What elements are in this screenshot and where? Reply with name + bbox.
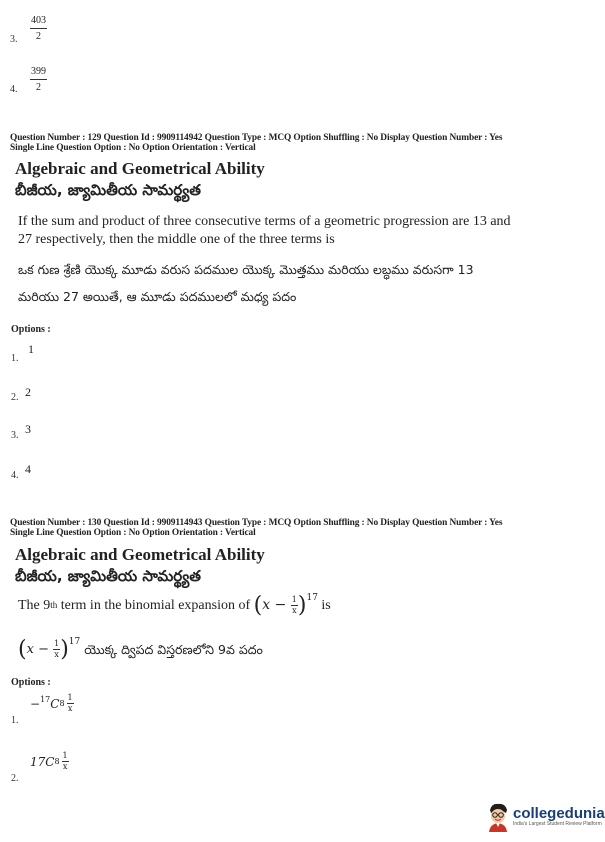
expr-variable: x [262,597,271,613]
fraction-numerator: 399 [30,67,47,80]
option-fraction [67,694,74,713]
mascot-icon [486,802,510,832]
q129-question-text-line-1: If the sum and product of three consecutive terms of a geometric progression are 13 and [18,214,511,229]
q130-options-label: Options : [11,677,51,688]
q129-option-4-number: 4. [11,470,19,481]
binomial-expression-telugu: ( x − $\frac{1}{x}$ ) $^{17}$ [18,640,80,659]
prev-option-3-fraction [30,16,47,42]
binomial-expression: ( x − $\frac{1}{x}$ ) $^{17}$ [254,596,318,615]
q130-header-line-1: Question Number : 130 Question Id : 9909114943 Question Type : MCQ Option Shuffling : No Display Question Number : Yes [10,518,503,528]
q129-header-line-2: Single Line Question Option : No Option Orientation : Vertical [10,143,256,153]
q129-question-text-line-2: 27 respectively, then the middle one of the three terms is [18,232,335,247]
expr-variable: x [26,642,34,657]
expr-minus: − [33,642,54,657]
option-fraction-den: x [67,704,73,713]
fraction-denominator: 2 [36,31,41,42]
option-fraction-den: x [62,762,68,771]
expr-fraction [53,640,60,659]
logo-name: collegedunia [513,805,605,822]
q130-question-text-telugu [18,637,263,662]
q130-text-mid: term in the binomial expansion of [57,598,254,613]
prev-option-4-fraction [30,67,47,93]
option-superscript: 17 [40,695,51,704]
option-subscript: 8 [59,699,65,708]
q129-section-title: Algebraic and Geometrical Ability [15,159,265,178]
q130-section-title: Algebraic and Geometrical Ability [15,545,265,564]
q129-options-label: Options : [11,324,51,335]
q129-option-3-value[interactable]: 3 [25,422,31,436]
q129-option-2-value[interactable]: 2 [25,385,31,399]
collegedunia-logo [486,802,605,832]
fraction-denominator: 2 [36,82,41,93]
logo-tagline: India's Largest Student Review Platform [513,821,602,827]
option-subscript: 8 [54,757,60,766]
q130-header-line-2: Single Line Question Option : No Option Orientation : Vertical [10,528,256,538]
expr-fraction-den: x [54,650,59,659]
expr-fraction-den: x [292,606,297,615]
q130-option-1-value[interactable] [30,694,74,713]
q129-option-2-number: 2. [11,392,19,403]
q130-option-2-value[interactable] [30,752,69,771]
q129-header-line-1: Question Number : 129 Question Id : 9909114942 Question Type : MCQ Option Shuffling : No Display Question Number : Yes [10,133,503,143]
q129-option-4-value[interactable]: 4 [25,462,31,476]
q129-option-1-value[interactable]: 1 [28,342,34,356]
q129-option-1-number: 1. [11,353,19,364]
q129-section-title-telugu: బీజీయ, జ్యామితీయ సామర్థ్యత [15,181,201,199]
expr-fraction-num: 1 [54,639,60,648]
option-combination: C [50,696,60,711]
prev-option-4-number: 4. [10,84,18,95]
q129-option-3-number: 3. [11,430,19,441]
expr-minus: − [270,597,291,613]
option-fraction [62,752,69,771]
q130-option-2-number: 2. [11,773,19,784]
q130-text-pre: The 9 [18,598,51,613]
q130-section-title-telugu: బీజీయ, జ్యామితీయ సామర్థ్యత [15,567,201,585]
expr-fraction [291,596,298,615]
expr-power: 17 [68,637,81,647]
option-sign: − [30,696,41,711]
fraction-numerator: 403 [30,16,47,29]
expr-power: 17 [306,593,318,603]
q129-question-text-telugu-line-2: మరియు 27 అయితే, ఆ మూడు పదములలో మధ్య పదం [18,289,297,304]
option-fraction-num: 1 [62,751,68,760]
q130-question-text [18,593,331,618]
option-combination: 17C [30,754,55,769]
q130-text-post: is [317,598,331,613]
q130-telugu-post: యొక్క ద్విపద విస్తరణలోని 9వ పదం [80,642,263,657]
prev-option-3-number: 3. [10,34,18,45]
q130-option-1-number: 1. [11,715,19,726]
q130-text-ordinal: th [50,600,58,610]
option-fraction-num: 1 [67,693,73,702]
expr-fraction-num: 1 [291,595,297,604]
q129-question-text-telugu-line-1: ఒక గుణ శ్రేణి యొక్క మూడు వరుస పదముల యొక్క మొత్తము మరియు లబ్ధము వరుసగా 13 [18,262,474,277]
